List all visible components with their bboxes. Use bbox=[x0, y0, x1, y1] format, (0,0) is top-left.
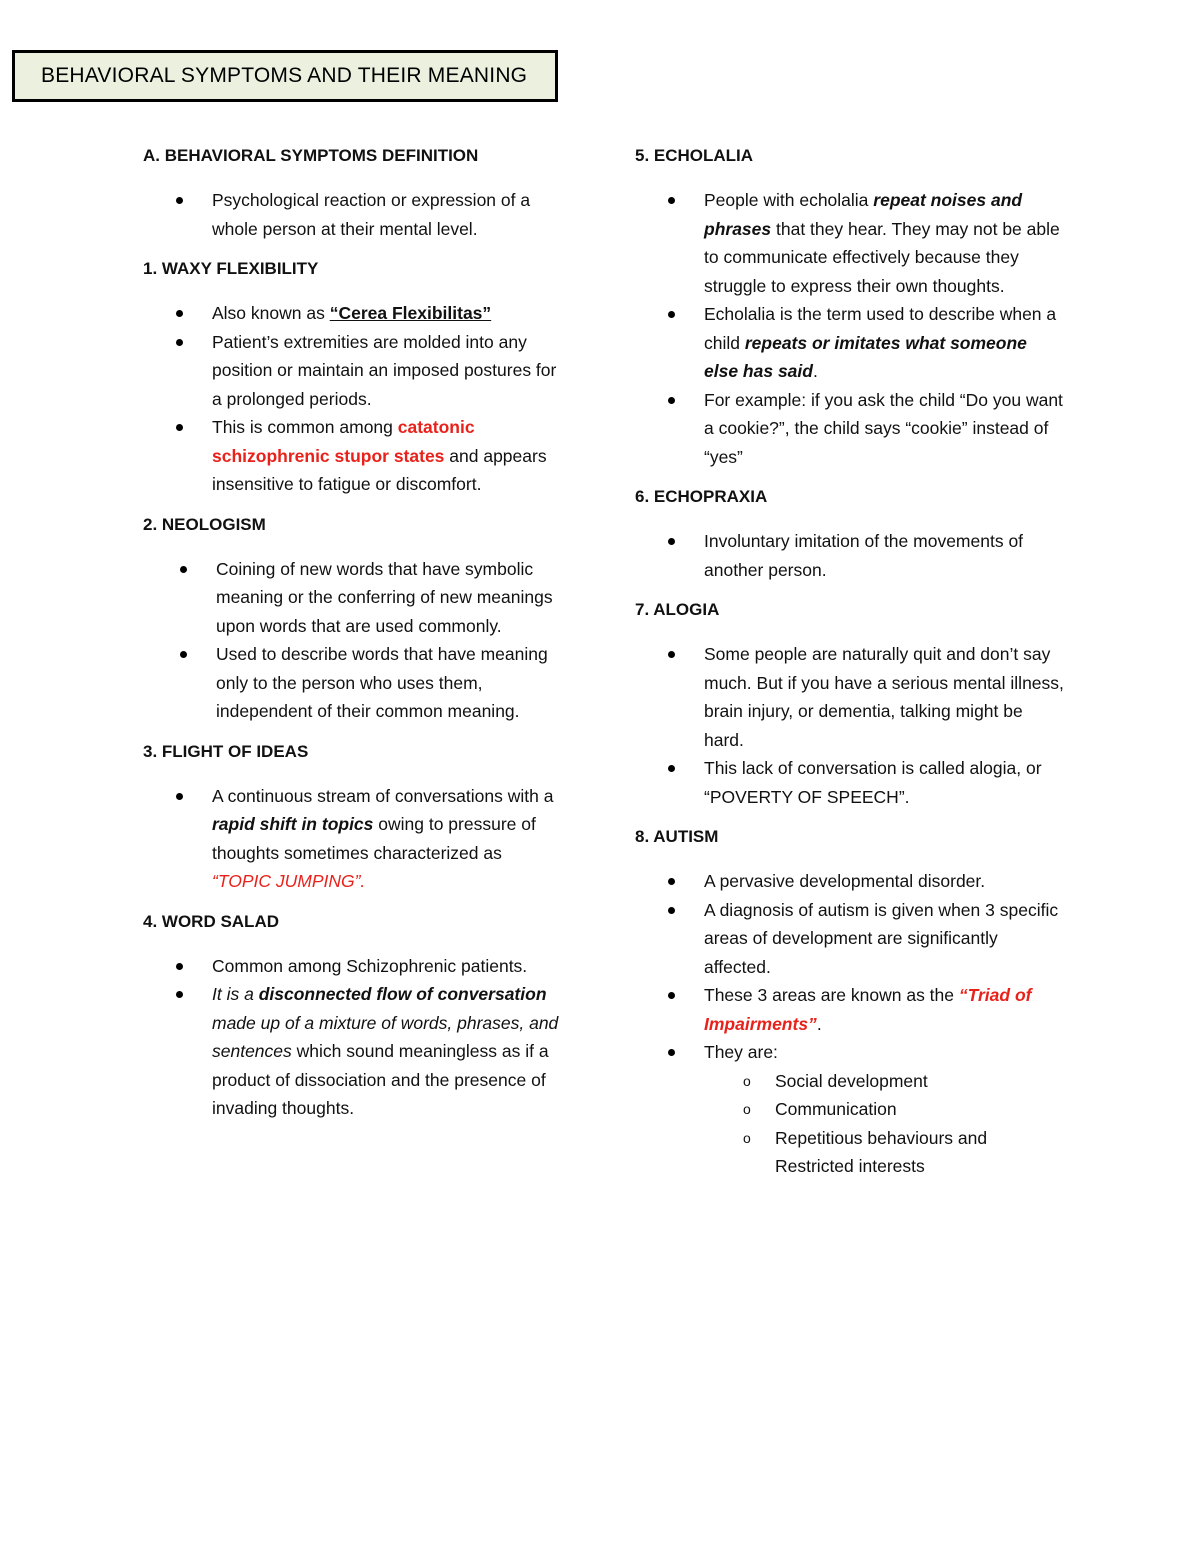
bullet-icon bbox=[668, 765, 675, 772]
title-box bbox=[12, 50, 558, 102]
list-item: They are: o Social development o Communication o Repetitious behaviours and Restricted interests bbox=[635, 1038, 1065, 1181]
section-heading: 4. WORD SALAD bbox=[143, 911, 279, 931]
sub-list-item: o Repetitious behaviours and Restricted interests bbox=[704, 1124, 1065, 1181]
bullet-icon bbox=[176, 310, 183, 317]
bullet-icon bbox=[176, 197, 183, 204]
section-heading: A. BEHAVIORAL SYMPTOMS DEFINITION bbox=[143, 146, 479, 165]
section-autism bbox=[635, 825, 1065, 1181]
list-item: Also known as “Cerea Flexibilitas” bbox=[143, 299, 563, 328]
list-item: For example: if you ask the child “Do you want a cookie?”, the child says “cookie” instead of “yes” bbox=[635, 386, 1065, 472]
bullet-icon bbox=[668, 1049, 675, 1056]
list-item: Coining of new words that have symbolic meaning or the conferring of new meanings upon words that are used commonly. bbox=[143, 555, 563, 641]
section-flight-of-ideas bbox=[143, 740, 563, 896]
list-item: A diagnosis of autism is given when 3 specific areas of development are significantly affected. bbox=[635, 896, 1065, 982]
list-item: Patient’s extremities are molded into any position or maintain an imposed postures for a prolonged periods. bbox=[143, 328, 563, 414]
list-item: Common among Schizophrenic patients. bbox=[143, 952, 563, 981]
bullet-icon bbox=[176, 424, 183, 431]
section-definition bbox=[143, 144, 563, 243]
list-item: Echolalia is the term used to describe when a child repeats or imitates what someone else has said. bbox=[635, 300, 1065, 386]
bullet-icon bbox=[668, 651, 675, 658]
list-item: Psychological reaction or expression of a whole person at their mental level. bbox=[143, 186, 563, 243]
bullet-icon bbox=[176, 991, 183, 998]
list-item: These 3 areas are known as the “Triad of Impairments”. bbox=[635, 981, 1065, 1038]
section-heading: 6. ECHOPRAXIA bbox=[635, 487, 768, 506]
bullet-icon bbox=[668, 397, 675, 404]
section-heading: 3. FLIGHT OF IDEAS bbox=[143, 741, 309, 761]
list-item: A continuous stream of conversations with a rapid shift in topics owing to pressure of thoughts sometimes characterized as “TOPIC JUMPING”. bbox=[143, 782, 563, 896]
list-item: It is a disconnected flow of conversation made up of a mixture of words, phrases, and sentences which sound meaningless as if a product of dissociation and the presence of invading thoughts. bbox=[143, 980, 563, 1123]
bullet-icon bbox=[668, 197, 675, 204]
list-item: This lack of conversation is called alogia, or “POVERTY OF SPEECH”. bbox=[635, 754, 1065, 811]
section-echolalia bbox=[635, 144, 1065, 471]
section-heading: 5. ECHOLALIA bbox=[635, 146, 754, 165]
list-item: Used to describe words that have meaning only to the person who uses them, independent of their common meaning. bbox=[143, 640, 563, 726]
section-waxy-flexibility bbox=[143, 257, 563, 499]
right-column bbox=[635, 144, 1065, 1181]
page-title: BEHAVIORAL SYMPTOMS AND THEIR MEANING bbox=[41, 64, 528, 87]
circle-marker-icon: o bbox=[743, 1129, 751, 1146]
section-word-salad bbox=[143, 910, 563, 1123]
section-heading: 7. ALOGIA bbox=[635, 600, 720, 619]
bullet-icon bbox=[668, 992, 675, 999]
bullet-icon bbox=[180, 566, 187, 573]
section-neologism bbox=[143, 513, 563, 726]
section-heading: 1. WAXY FLEXIBILITY bbox=[143, 259, 319, 278]
bullet-icon bbox=[668, 907, 675, 914]
list-item: Involuntary imitation of the movements of another person. bbox=[635, 527, 1065, 584]
bullet-icon bbox=[180, 651, 187, 658]
section-heading: 8. AUTISM bbox=[635, 827, 719, 846]
list-item: Some people are naturally quit and don’t say much. But if you have a serious mental illness, brain injury, or dementia, talking might be hard. bbox=[635, 640, 1065, 754]
circle-marker-icon: o bbox=[743, 1072, 751, 1089]
sub-list bbox=[704, 1067, 1065, 1181]
sub-list-item: o Communication bbox=[704, 1095, 1065, 1124]
bullet-icon bbox=[176, 339, 183, 346]
bullet-icon bbox=[668, 311, 675, 318]
bullet-icon bbox=[668, 538, 675, 545]
left-column bbox=[143, 144, 563, 1123]
bullet-icon bbox=[176, 793, 183, 800]
section-heading: 2. NEOLOGISM bbox=[143, 514, 266, 534]
list-item: This is common among catatonic schizophrenic stupor states and appears insensitive to fatigue or discomfort. bbox=[143, 413, 563, 499]
list-item: A pervasive developmental disorder. bbox=[635, 867, 1065, 896]
circle-marker-icon: o bbox=[743, 1101, 751, 1117]
section-echopraxia bbox=[635, 485, 1065, 584]
bullet-icon bbox=[668, 878, 675, 885]
bullet-icon bbox=[176, 963, 183, 970]
list-item: People with echolalia repeat noises and phrases that they hear. They may not be able to communicate effectively because they struggle to express their own thoughts. bbox=[635, 186, 1065, 300]
section-alogia bbox=[635, 598, 1065, 811]
sub-list-item: o Social development bbox=[704, 1067, 1065, 1096]
